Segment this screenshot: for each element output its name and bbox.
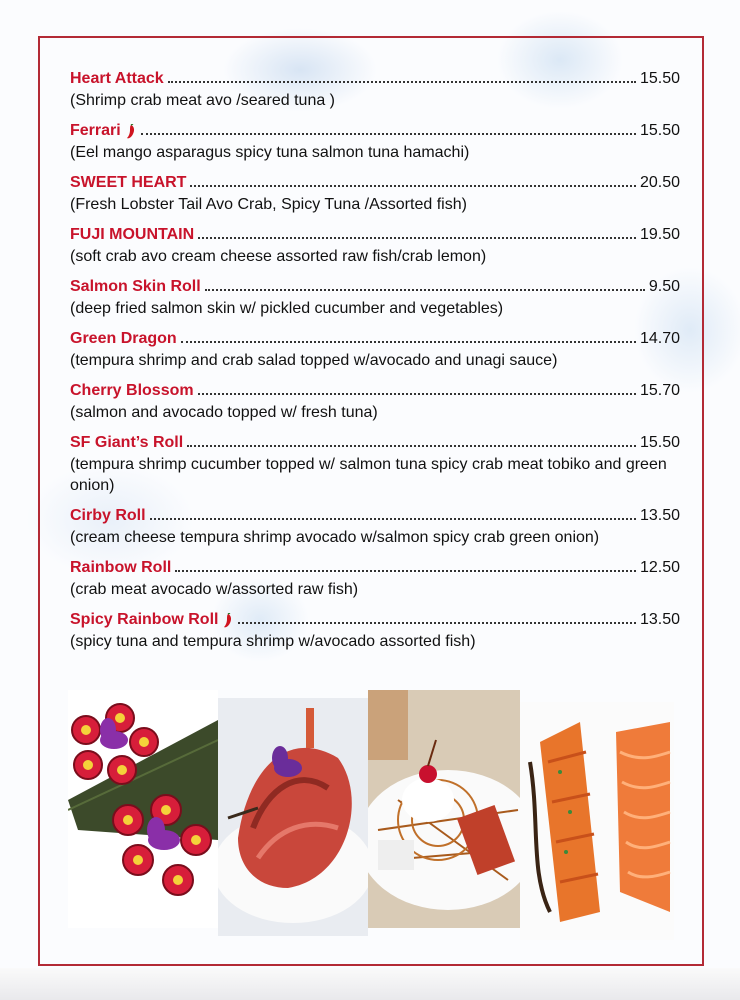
dot-leader	[238, 622, 635, 624]
sushi-flower-plate-icon	[68, 690, 218, 928]
dot-leader	[187, 445, 636, 447]
item-description: (cream cheese tempura shrimp avocado w/salmon spicy crab green onion)	[70, 529, 600, 546]
item-price: 15.50	[639, 434, 680, 451]
item-description: (salmon and avocado topped w/ fresh tuna)	[70, 404, 378, 421]
item-description: (Shrimp crab meat avo /seared tuna )	[70, 92, 336, 109]
item-price: 19.50	[639, 226, 680, 243]
dot-leader	[168, 81, 636, 83]
item-name: Green Dragon	[70, 330, 177, 347]
menu-item	[70, 501, 680, 548]
dot-leader	[150, 518, 636, 520]
dot-leader	[175, 570, 636, 572]
sushi-dessert-plate-icon	[368, 690, 520, 928]
item-description: (Fresh Lobster Tail Avo Crab, Spicy Tuna /Assorted fish)	[70, 196, 467, 213]
item-name: Rainbow Roll	[70, 559, 172, 576]
item-price: 12.50	[639, 559, 680, 576]
menu-item	[70, 168, 680, 215]
dot-leader	[190, 185, 636, 187]
item-price: 15.70	[639, 382, 680, 399]
item-description: (spicy tuna and tempura shrimp w/avocado assorted fish)	[70, 633, 476, 650]
table-edge	[0, 968, 740, 1000]
item-name: Cirby Roll	[70, 507, 146, 524]
menu-item	[70, 324, 680, 371]
menu-item	[70, 272, 680, 319]
item-name: SWEET HEART	[70, 174, 187, 191]
item-name: Cherry Blossom	[70, 382, 194, 399]
item-description: (tempura shrimp and crab salad topped w/avocado and unagi sauce)	[70, 352, 558, 369]
dot-leader	[198, 237, 636, 239]
dot-leader	[181, 341, 636, 343]
menu-item	[70, 64, 680, 111]
item-name: Spicy Rainbow Roll	[70, 611, 219, 628]
photo-strip	[68, 690, 674, 940]
item-price: 9.50	[648, 278, 680, 295]
item-name: Salmon Skin Roll	[70, 278, 201, 295]
item-description: (crab meat avocado w/assorted raw fish)	[70, 581, 359, 598]
item-price: 13.50	[639, 611, 680, 628]
item-price: 14.70	[639, 330, 680, 347]
chili-pepper-icon	[125, 124, 137, 140]
dot-leader	[205, 289, 645, 291]
menu-item	[70, 116, 680, 163]
item-price: 15.50	[639, 122, 680, 139]
item-description: (soft crab avo cream cheese assorted raw fish/crab lemon)	[70, 248, 487, 265]
item-description: (deep fried salmon skin w/ pickled cucumber and vegetables)	[70, 300, 504, 317]
menu-item	[70, 605, 680, 652]
item-name: Ferrari	[70, 122, 121, 139]
menu-item	[70, 220, 680, 267]
item-price: 20.50	[639, 174, 680, 191]
menu-item	[70, 428, 680, 496]
item-description: (Eel mango asparagus spicy tuna salmon tuna hamachi)	[70, 144, 470, 161]
item-description: (tempura shrimp cucumber topped w/ salmon tuna spicy crab meat tobiko and green onion)	[70, 456, 667, 494]
dot-leader	[198, 393, 636, 395]
salmon-roll-platter-icon	[520, 702, 674, 940]
item-price: 15.50	[639, 70, 680, 87]
menu-items	[70, 64, 680, 657]
item-name: Heart Attack	[70, 70, 164, 87]
sushi-roll-tower-icon	[218, 698, 368, 936]
chili-pepper-icon	[222, 613, 234, 629]
item-name: SF Giant’s Roll	[70, 434, 184, 451]
item-name: FUJI MOUNTAIN	[70, 226, 195, 243]
dot-leader	[141, 133, 636, 135]
menu-item	[70, 376, 680, 423]
menu-item	[70, 553, 680, 600]
item-price: 13.50	[639, 507, 680, 524]
